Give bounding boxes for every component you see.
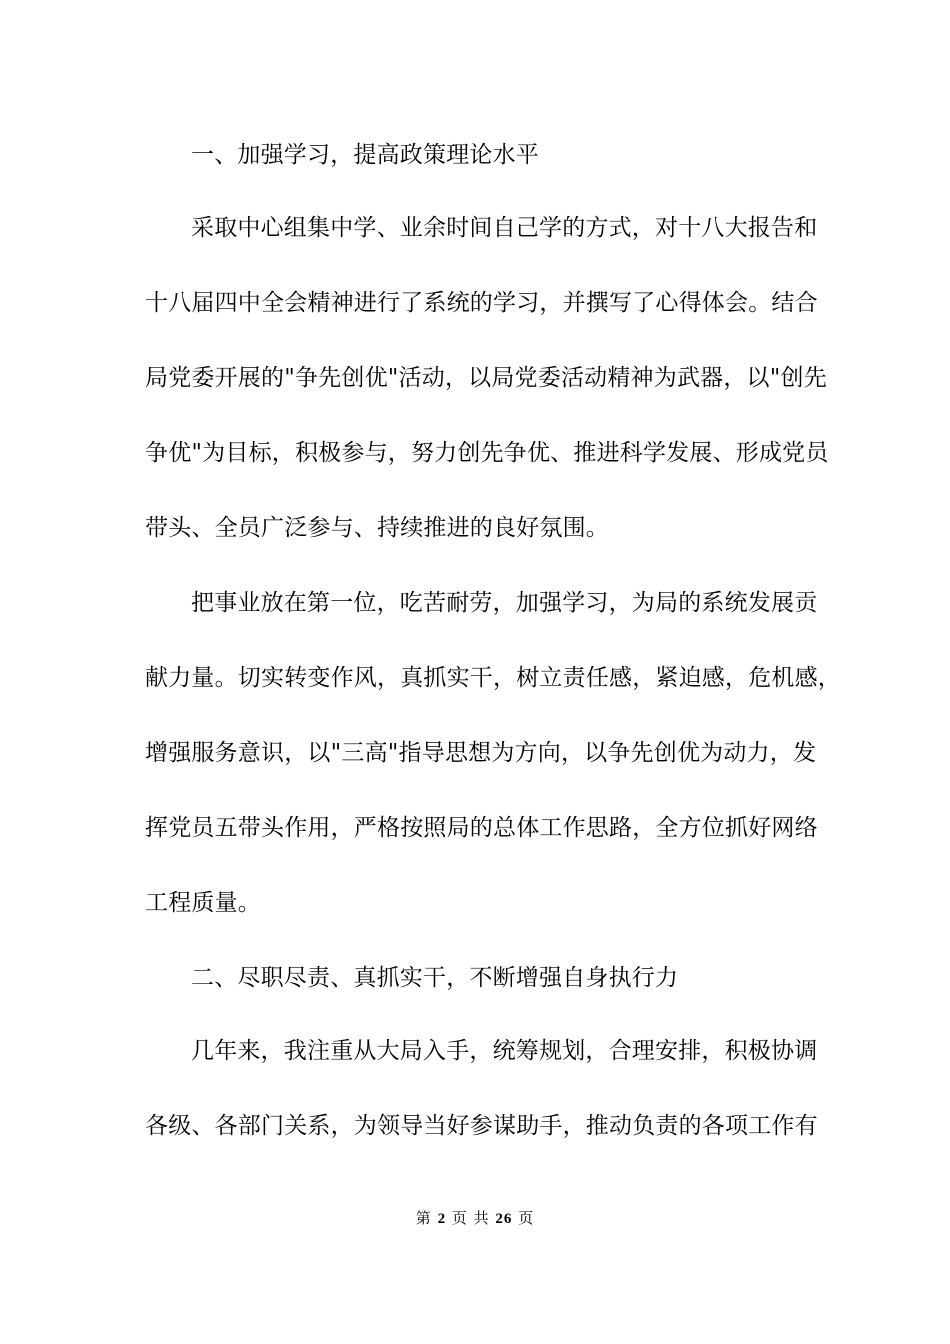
paragraph-line: 各级、各部门关系，为领导当好参谋助手，推动负责的各项工作有 (145, 1113, 818, 1139)
paragraph-line: 把事业放在第一位，吃苦耐劳，加强学习，为局的系统发展贡 (191, 590, 818, 616)
paragraph-line: 几年来，我注重从大局入手，统筹规划，合理安排，积极协调 (191, 1038, 818, 1064)
section-heading-2: 二、尽职尽责、真抓实干，不断增强自身执行力 (191, 965, 679, 991)
paragraph-line: 局党委开展的"争先创优"活动，以局党委活动精神为武器，以"创先 (145, 365, 827, 391)
footer-middle: 页 共 (451, 1209, 490, 1227)
paragraph-line: 采取中心组集中学、业余时间自己学的方式，对十八大报告和 (191, 215, 818, 241)
paragraph-line: 争优"为目标，积极参与，努力创先争优、推进科学发展、形成党员 (145, 440, 829, 466)
footer-prefix: 第 (415, 1209, 432, 1227)
paragraph-line: 增强服务意识，以"三高"指导思想为方向，以争先创优为动力，发 (145, 740, 817, 766)
paragraph-line: 带头、全员广泛参与、持续推进的良好氛围。 (145, 515, 609, 541)
total-page-count: 26 (495, 1211, 513, 1227)
current-page-number: 2 (437, 1211, 447, 1227)
paragraph-line: 十八届四中全会精神进行了系统的学习，并撰写了心得体会。结合 (145, 290, 818, 316)
paragraph-line: 挥党员五带头作用，严格按照局的总体工作思路，全方位抓好网络 (145, 815, 818, 841)
footer-suffix: 页 (518, 1209, 535, 1227)
section-heading-1: 一、加强学习，提高政策理论水平 (191, 142, 539, 168)
paragraph-line: 工程质量。 (145, 890, 261, 916)
paragraph-line: 献力量。切实转变作风，真抓实干，树立责任感，紧迫感，危机感， (145, 665, 841, 691)
page-footer (0, 1208, 950, 1229)
